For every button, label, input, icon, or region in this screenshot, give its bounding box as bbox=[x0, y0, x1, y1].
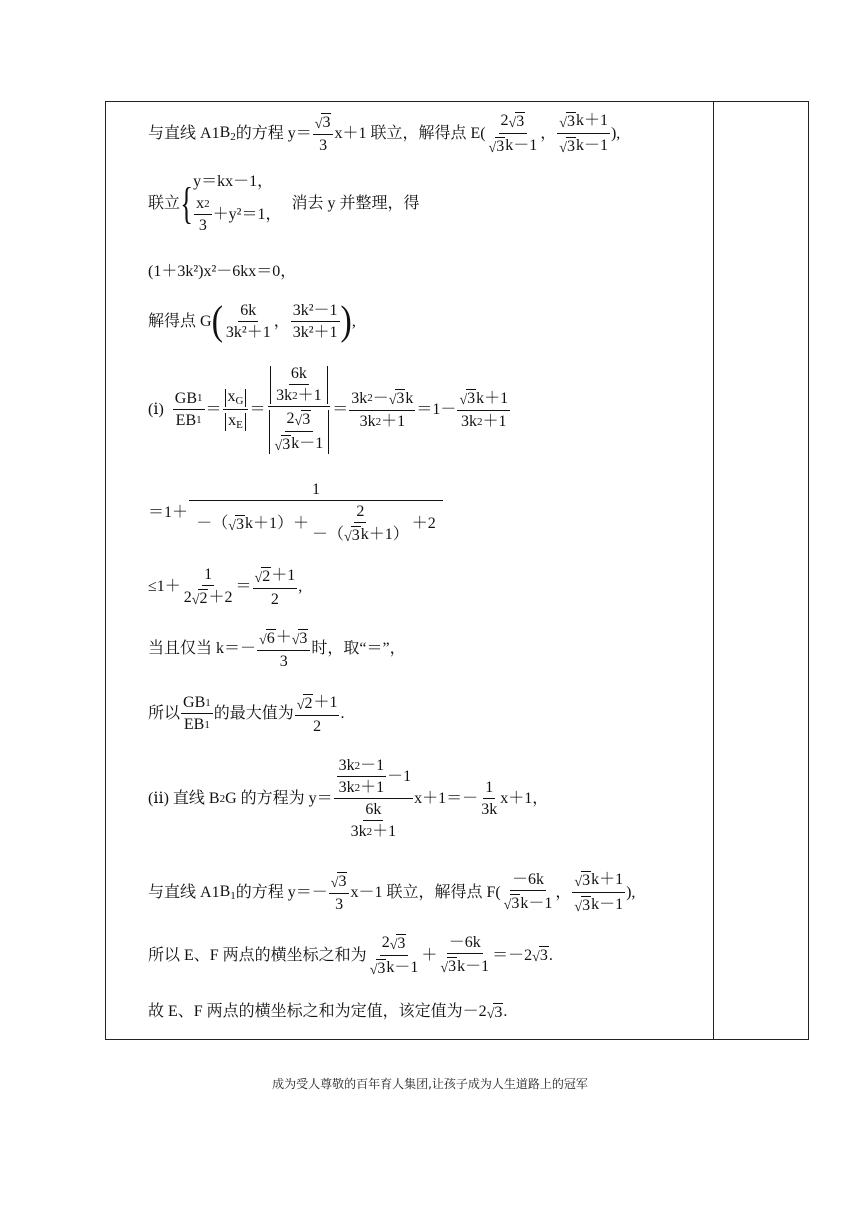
text: 的最大值为 bbox=[213, 705, 294, 723]
text: 联立 bbox=[148, 195, 181, 212]
text: 解得点 G bbox=[148, 313, 212, 330]
text: ≤1＋ bbox=[148, 578, 181, 596]
text: ), bbox=[610, 124, 621, 142]
line-g-point: 解得点 G ( $\frac{6k}{\text{3k²＋1}}$ ， $\frac{\text{3k²－1}}{\text{3k²＋1}}$ ) , bbox=[148, 298, 356, 344]
text: 的方程 y＝ bbox=[235, 124, 312, 142]
line-part-i: (ⅰ) GB 1 EB 1 ＝ $\frac{x_G}{x_E}$ ＝ 6k 3k 2 ＋1 2 √ 3 √ 3 k－1 ＝ 3k 2 － √ 3 k 3k 2 ＋1 ＝1－ √ 3 k＋1 3k 2 ＋1 bbox=[148, 365, 509, 454]
text: 所以 E、F 两点的横坐标之和为 bbox=[148, 946, 367, 964]
text: 所以 bbox=[148, 705, 181, 723]
text: x＋1＝－ bbox=[414, 790, 479, 807]
text: 与直线 A bbox=[148, 883, 212, 901]
brace: { bbox=[180, 179, 193, 229]
text: 消去 y 并整理，得 bbox=[291, 195, 420, 212]
part-label: (ⅱ) 直线 B bbox=[148, 790, 220, 807]
text: (1＋3k²)x²－6kx＝0， bbox=[148, 263, 297, 280]
text: x＋1， bbox=[500, 790, 549, 807]
line-f-point: 与直线 A 1 $B_1$ 的方程 y＝－ √ 3 3 x－1 联立，解得点 F( －6k √ 3 k－1 ， √ 3 k＋1 √ 3 k－1 ), bbox=[148, 871, 636, 915]
line-quadratic bbox=[148, 264, 296, 280]
text: 与直线 A bbox=[148, 124, 212, 142]
line-rewrite: ＝1＋ 1 －（ √ 3 k＋1）＋ 2 －（ √ 3 k＋1） ＋2 bbox=[148, 482, 444, 545]
fraction: √ 3 k＋1 √ 3 k－1 bbox=[559, 112, 608, 156]
line-inequality: ≤1＋ 1 2 √ 2 ＋2 ＝ √ 2 ＋1 2 , bbox=[148, 566, 303, 608]
text: 当且仅当 k＝－ bbox=[148, 640, 257, 658]
part-label: (ⅰ) bbox=[148, 400, 164, 418]
text: ＝－2 bbox=[492, 946, 533, 964]
text: ＝1＋ bbox=[148, 504, 189, 522]
text: 的方程 y＝－ bbox=[235, 883, 328, 901]
text: 故 E、F 两点的横坐标之和为定值，该定值为－2 bbox=[148, 1003, 487, 1021]
text: ， bbox=[540, 124, 557, 142]
text: x＋1 联立，解得点 E( bbox=[334, 124, 486, 142]
line-sum: 所以 E、F 两点的横坐标之和为 2 √ 3 √ 3 k－1 ＋ －6k √ 3 k－1 ＝－2 √ 3 . bbox=[148, 934, 553, 978]
line-e-point: 与直线 A 1 $B_2$ 的方程 y＝ √ 3 3 x＋1 联立，解得点 E( 2 √ 3 √ 3 k－1 ， √ 3 k＋1 √ 3 k－1 ), bbox=[148, 112, 621, 156]
equation-system: y＝kx－1， x 2 3 ＋y²＝1， bbox=[193, 173, 282, 234]
fraction: √ 3 3 bbox=[313, 113, 334, 154]
line-maximum: 所以 GB 1 EB 1 的最大值为 √ 2 ＋1 2 . bbox=[148, 694, 345, 735]
fraction: 2 √ 3 √ 3 k－1 bbox=[488, 112, 538, 156]
page-footer: 成为受人尊敬的百年育人集团,让孩子成为人生道路上的冠军 bbox=[272, 1077, 588, 1091]
text: G 的方程为 y＝ bbox=[225, 790, 333, 807]
table-column-divider bbox=[713, 101, 714, 1040]
text: x－1 联立，解得点 F( bbox=[350, 883, 501, 901]
line-part-ii: (ⅱ) 直线 B 2 G 的方程为 y＝ 3k 2 －1 3k 2 ＋1 －1 6k 3k 2 ＋1 x＋1＝－ $\frac{1}{3k}$ x＋1， bbox=[148, 757, 549, 840]
line-system bbox=[148, 174, 419, 234]
line-equality-condition: 当且仅当 k＝－ √ 6 ＋ √ 3 3 时，取“＝”， bbox=[148, 629, 406, 670]
line-conclusion: 故 E、F 两点的横坐标之和为定值，该定值为－2 √ 3 . bbox=[148, 1003, 508, 1022]
text: 时，取“＝”， bbox=[311, 640, 406, 658]
